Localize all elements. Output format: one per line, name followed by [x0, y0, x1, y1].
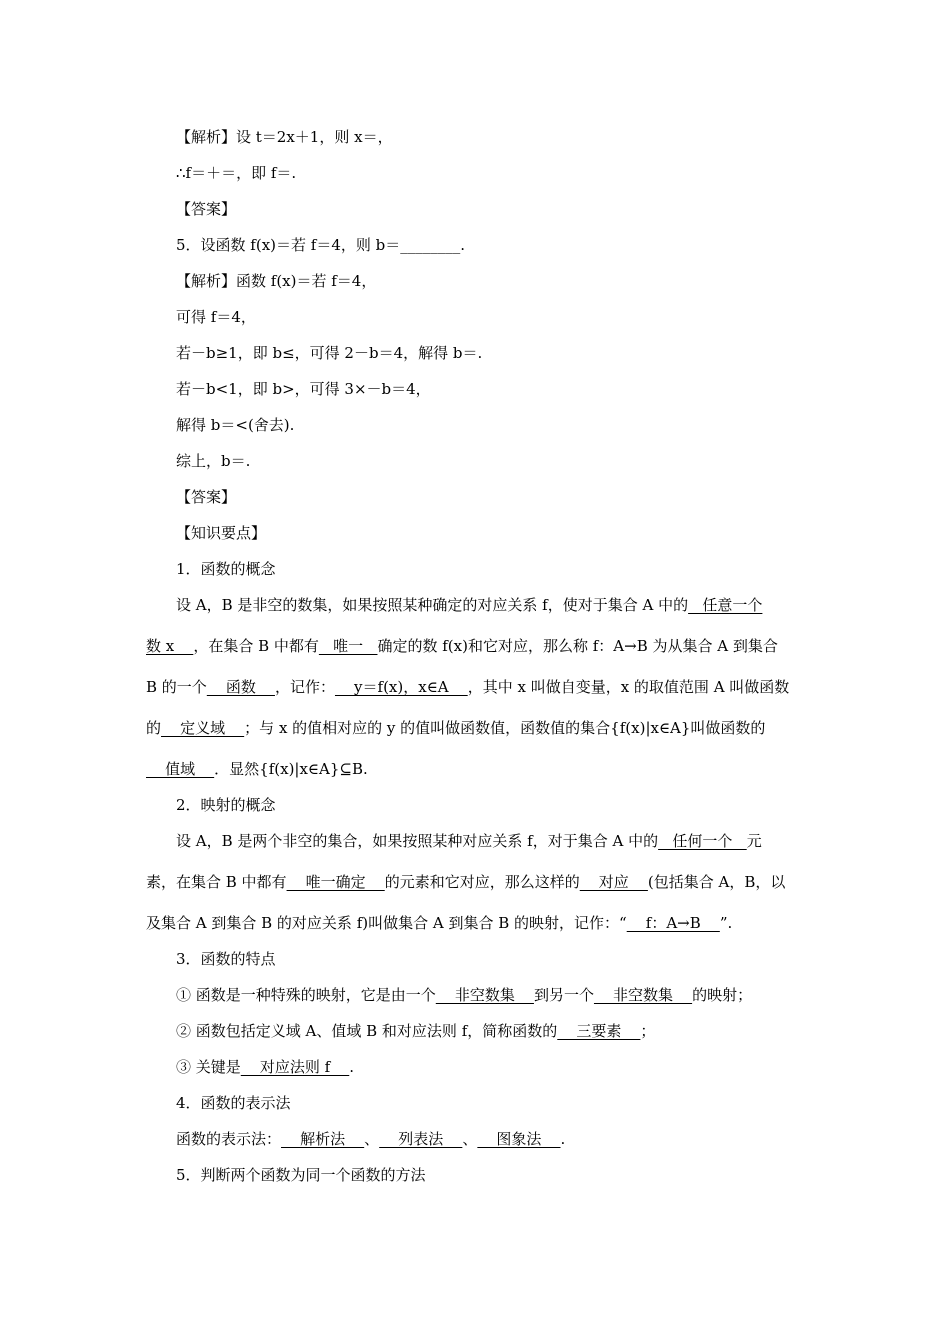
analysis-line-7: 解得 b＝<(舍去).	[176, 416, 295, 434]
blank-answer: 列表法	[379, 1130, 463, 1148]
function-concept-line-3	[146, 677, 789, 697]
mapping-concept-line-2	[146, 872, 785, 892]
text: .	[560, 1130, 566, 1148]
analysis-line-8: 综上，b＝.	[176, 452, 251, 470]
text: 、	[364, 1130, 380, 1148]
representation-methods	[176, 1129, 565, 1149]
text: 设 A，B 是两个非空的集合，如果按照某种对应关系 f，对于集合 A 中的	[176, 832, 659, 850]
section-5-heading: 5．判断两个函数为同一个函数的方法	[176, 1166, 426, 1184]
mapping-concept-line-3	[146, 913, 732, 933]
text: (包括集合 A，B，以	[647, 873, 786, 891]
function-feature-3	[176, 1057, 354, 1077]
text: 素，在集合 B 中都有	[146, 873, 287, 891]
answer-label-2: 【答案】	[176, 488, 237, 506]
text: .	[349, 1058, 355, 1076]
blank-answer: 非空数集	[593, 986, 693, 1004]
text: 到另一个	[533, 986, 594, 1004]
section-1-heading: 1．函数的概念	[176, 560, 276, 578]
blank-answer: 非空数集	[435, 986, 534, 1004]
blank-answer: 对应法则 f	[240, 1058, 350, 1076]
text: ① 函数是一种特殊的映射，它是由一个	[176, 986, 436, 1004]
function-concept-line-4	[146, 718, 765, 738]
function-concept-line-2	[146, 636, 778, 656]
blank-answer: 唯一	[318, 637, 378, 655]
analysis-line-3: 【解析】函数 f(x)＝若 f＝4，	[176, 272, 377, 290]
analysis-line-1: 【解析】设 t＝2x＋1，则 x＝，	[176, 128, 393, 146]
analysis-line-5: 若－b≥1，即 b≤，可得 2－b＝4，解得 b＝.	[176, 344, 483, 362]
blank-answer: f：A→B	[626, 914, 720, 932]
text: ；与 x 的值相对应的 y 的值叫做函数值，函数值的集合{f(x)|x∈A}叫做函数的	[244, 719, 766, 737]
text: ；	[640, 1022, 656, 1040]
text: ② 函数包括定义域 A、值域 B 和对应法则 f，简称函数的	[176, 1022, 558, 1040]
blank-answer: 定义域	[161, 719, 245, 737]
text: ，记作：	[274, 678, 335, 696]
text: ”.	[719, 914, 733, 932]
text: ．显然{f(x)|x∈A}⊆B.	[214, 760, 368, 778]
question-5: 5．设函数 f(x)＝若 f＝4，则 b＝________.	[176, 236, 466, 254]
text: 设 A，B 是非空的数集，如果按照某种确定的对应关系 f，使对于集合 A 中的	[176, 596, 689, 614]
text: ，在集合 B 中都有	[193, 637, 319, 655]
mapping-concept-line-1	[176, 831, 762, 851]
blank-answer: 唯一确定	[286, 873, 385, 891]
section-4-heading: 4．函数的表示法	[176, 1094, 291, 1112]
blank-answer: 值域	[146, 760, 215, 778]
blank-answer: 图象法	[477, 1130, 561, 1148]
text: 的元素和它对应，那么这样的	[384, 873, 580, 891]
blank-answer: 对应	[579, 873, 648, 891]
text: B 的一个	[146, 678, 207, 696]
blank-answer: y＝f(x)，x∈A	[334, 678, 468, 696]
blank-answer: 任意一个	[688, 596, 763, 614]
text: 及集合 A 到集合 B 的对应关系 f)叫做集合 A 到集合 B 的映射，记作：“	[146, 914, 627, 932]
answer-label-1: 【答案】	[176, 200, 237, 218]
blank-answer: 数 x	[146, 637, 194, 655]
blank-answer: 任何一个	[658, 832, 747, 850]
text: ，其中 x 叫做自变量，x 的取值范围 A 叫做函数	[467, 678, 790, 696]
text: 确定的数 f(x)和它对应，那么称 f：A→B 为从集合 A 到集合	[377, 637, 778, 655]
text: 的	[146, 719, 162, 737]
analysis-line-4: 可得 f＝4，	[176, 308, 256, 326]
text: 的映射；	[692, 986, 753, 1004]
knowledge-heading: 【知识要点】	[176, 524, 267, 542]
text: 、	[462, 1130, 478, 1148]
text: 函数的表示法：	[176, 1130, 282, 1148]
text: 元	[746, 832, 762, 850]
function-feature-1	[176, 985, 752, 1005]
function-concept-line-5	[146, 759, 368, 779]
section-3-heading: 3．函数的特点	[176, 950, 276, 968]
section-2-heading: 2．映射的概念	[176, 796, 276, 814]
function-concept-line-1	[176, 595, 762, 615]
blank-answer: 函数	[206, 678, 275, 696]
analysis-line-2: ∴f＝＋＝，即 f＝.	[176, 164, 297, 182]
text: ③ 关键是	[176, 1058, 241, 1076]
function-feature-2	[176, 1021, 655, 1041]
analysis-line-6: 若－b<1，即 b>，可得 3×－b＝4，	[176, 380, 431, 398]
blank-answer: 三要素	[557, 1022, 641, 1040]
blank-answer: 解析法	[281, 1130, 365, 1148]
